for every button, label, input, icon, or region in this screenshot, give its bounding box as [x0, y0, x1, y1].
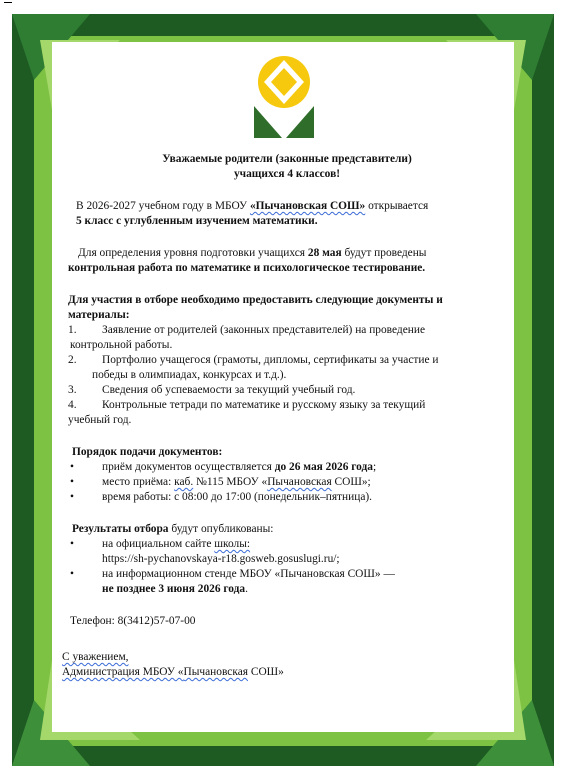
procedure-list-item: • время работы: с 08:00 до 17:00 (понедельник–пятница). — [70, 491, 373, 503]
school-website-link[interactable]: https://sh-pychanovskaya-r18.gosweb.gosuslugi.ru/; — [102, 553, 340, 565]
documents-list-item-cont: победы в олимпиадах, конкурсах и т.д.). — [92, 369, 287, 381]
documents-list-item: 2. Портфолио учащегося (грамоты, дипломы, сертификаты за участие и — [68, 354, 439, 366]
intro-paragraph: В 2026-2027 учебном году в МБОУ «Пычановская СОШ» открывается — [76, 200, 429, 212]
greeting-subtitle: учащихся 4 классов! — [233, 168, 341, 180]
results-heading: Результаты отбора будут опубликованы: — [72, 523, 274, 535]
documents-heading: Для участия в отборе необходимо предоставить следующие документы и материалы: — [68, 294, 443, 321]
signature-greeting: С уважением, — [62, 651, 129, 663]
bullet-icon: • — [70, 568, 74, 580]
signature-admin: Администрация МБОУ «Пычановская СОШ» — [62, 666, 284, 678]
school-logo-icon — [252, 54, 316, 140]
documents-list-item: 4. Контрольные тетради по математике и русскому языку за текущий — [68, 399, 426, 411]
testing-paragraph: Для определения уровня подготовки учащихся 28 мая будут проведены — [78, 247, 427, 259]
documents-list-item: 3. Сведения об успеваемости за текущий учебный год. — [68, 384, 356, 396]
document-corner-mark — [4, 2, 12, 3]
procedure-list-item: • место приёма: каб. №115 МБОУ «Пычановская СОШ»; — [70, 476, 371, 488]
phone-line: Телефон: 8(3412)57-07-00 — [70, 615, 196, 627]
results-list-item: • на официальном сайте школы: https://sh-pychanovskaya-r18.gosweb.gosuslugi.ru/; — [70, 538, 340, 565]
bullet-icon: • — [70, 538, 74, 550]
documents-list-item-cont: учебный год. — [68, 414, 132, 426]
procedure-list-item: • приём документов осуществляется до 26 мая 2026 года; — [70, 461, 377, 473]
announcement-body — [68, 152, 506, 629]
testing-bold-line: контрольная работа по математике и психологическое тестирование. — [68, 262, 426, 274]
results-list-item: • на информационном стенде МБОУ «Пычановская СОШ» — не позднее 3 июня 2026 года. — [70, 568, 395, 595]
greeting-title: Уважаемые родители (законные представители) — [162, 153, 412, 165]
bullet-icon: • — [70, 476, 74, 488]
intro-bold-line: 5 класс с углубленным изучением математики. — [76, 215, 318, 227]
bullet-icon: • — [70, 491, 74, 503]
bullet-icon: • — [70, 461, 74, 473]
procedure-heading: Порядок подачи документов: — [72, 446, 223, 458]
signature-block — [62, 650, 284, 680]
documents-list-item-cont: контрольной работы. — [70, 339, 173, 351]
documents-list-item: 1. Заявление от родителей (законных представителей) на проведение — [68, 324, 425, 336]
